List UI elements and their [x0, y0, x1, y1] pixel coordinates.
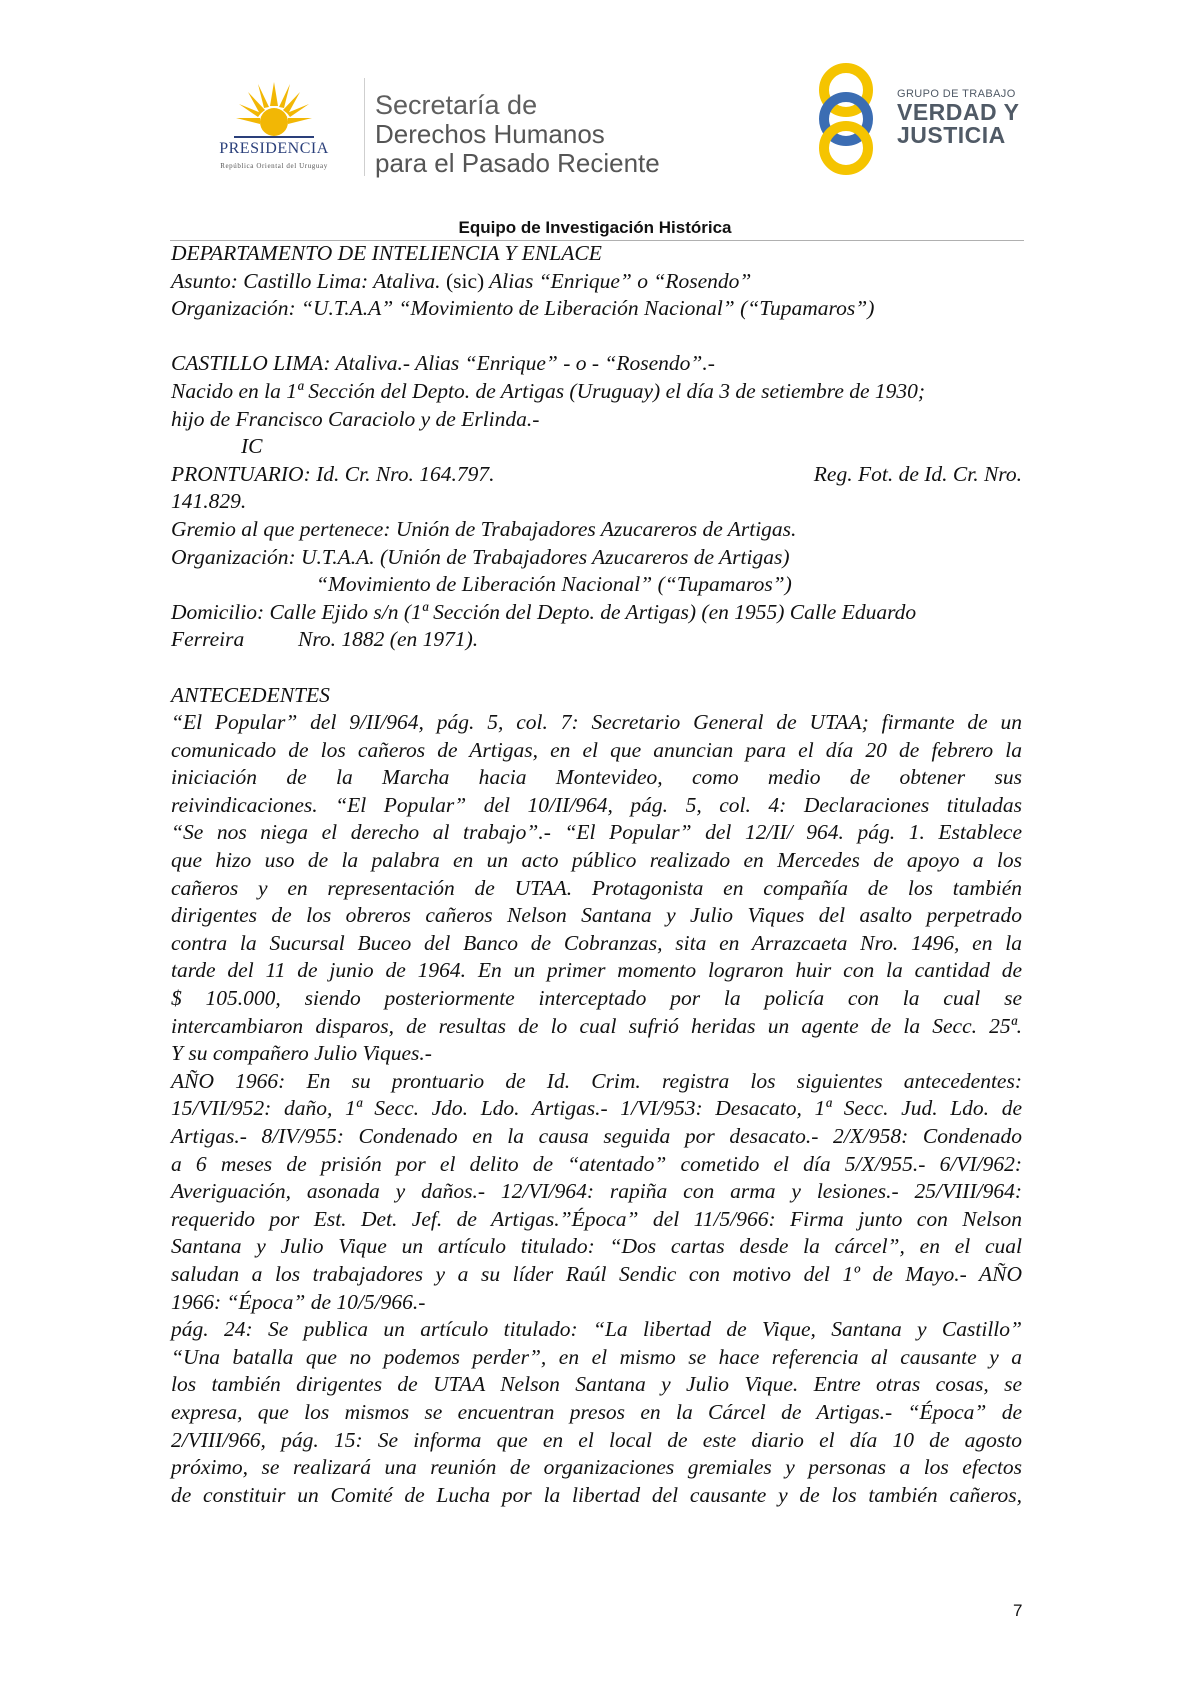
- paragraph-line: 1966: “Época” de 10/5/966.-: [171, 1289, 426, 1314]
- reg-fot: Reg. Fot. de Id. Cr. Nro.: [813, 461, 1022, 486]
- secretaria-line-1: Secretaría de: [375, 90, 538, 120]
- paragraph-line: “Una batalla que no podemos perder”, en el mismo se hace referencia al causante y a: [171, 1344, 1022, 1369]
- paragraph-line: Y su compañero Julio Viques.-: [171, 1041, 432, 1066]
- paragraph-line: “El Popular” del 9/II/964, pág. 5, col. 7: Secretario General de UTAA; firmante de un: [171, 710, 1022, 735]
- department-line: DEPARTAMENTO DE INTELIENCIA Y ENLACE: [171, 241, 602, 265]
- domicilio-line-2: Ferreira Nro. 1882 (en 1971).: [171, 627, 479, 652]
- blank-line: [171, 654, 1022, 682]
- secretaria-title: [375, 90, 660, 178]
- secretaria-line-2: Derechos Humanos: [375, 119, 605, 149]
- reg-number-line: 141.829.: [171, 489, 247, 514]
- mln-line: “Movimiento de Liberación Nacional” (“Tupamaros”): [316, 572, 792, 597]
- paragraph-line: cañeros y en representación de UTAA. Protagonista en compañía de los también: [171, 875, 1022, 900]
- asunto-alias: Alias “Enrique” o “Rosendo”: [489, 268, 752, 293]
- secretaria-line-3: para el Pasado Reciente: [375, 148, 660, 178]
- page-number: 7: [1013, 1601, 1023, 1620]
- domicilio-line: Domicilio: Calle Ejido s/n (1ª Sección del Depto. de Artigas) (en 1955) Calle Eduardo: [171, 599, 917, 624]
- paragraph-line: Averiguación, asonada y daños.- 12/VI/964: rapiña con arma y lesiones.- 25/VIII/964:: [171, 1179, 1022, 1204]
- paragraph-line: 15/VII/952: daño, 1ª Secc. Jdo. Ldo. Artigas.- 1/VI/953: Desacato, 1ª Secc. Jud. Ldo. de: [171, 1096, 1022, 1121]
- paragraph-line: pág. 24: Se publica un artículo titulado: “La libertad de Vique, Santana y Castillo”: [171, 1317, 1022, 1342]
- grupo-trabajo-small: GRUPO DE TRABAJO: [897, 88, 1016, 100]
- paragraph-line: “Se nos niega el derecho al trabajo”.- “El Popular” del 12/II/ 964. pág. 1. Establece: [171, 820, 1022, 845]
- name-line: CASTILLO LIMA: Ataliva.- Alias “Enrique” - o - “Rosendo”.-: [171, 351, 715, 376]
- paragraph-line: que hizo uso de la palabra en un acto público realizado en Mercedes de apoyo a los: [171, 848, 1022, 873]
- prontuario-id: PRONTUARIO: Id. Cr. Nro. 164.797.: [171, 461, 495, 486]
- paragraph-line: Santana y Julio Vique un artículo titulado: “Dos cartas desde la cárcel”, en el cual: [171, 1234, 1022, 1259]
- paragraph-line: a 6 meses de prisión por el delito de “atentado” cometido el día 5/X/955.- 6/VI/962:: [171, 1151, 1022, 1176]
- gremio-line: Gremio al que pertenece: Unión de Trabajadores Azucareros de Artigas.: [171, 516, 797, 541]
- paragraph-line: Artigas.- 8/IV/955: Condenado en la causa seguida por desacato.- 2/X/958: Condenado: [171, 1124, 1022, 1148]
- verdad-justicia-rings-icon: [818, 56, 908, 182]
- ic-line: IC: [241, 434, 263, 459]
- paragraph-line: comunicado de los cañeros de Artigas, en el que anuncian para el día 20 de febrero la: [171, 737, 1022, 762]
- presidencia-logo: [190, 78, 358, 178]
- paragraph-line: AÑO 1966: En su prontuario de Id. Crim. registra los siguientes antecedentes:: [171, 1068, 1022, 1093]
- paragraph-line: iniciación de la Marcha hacia Montevideo, como medio de obtener sus: [171, 765, 1022, 790]
- paragraph-line: reivindicaciones. “El Popular” del 10/II/964, pág. 5, col. 4: Declaraciones tituladas: [171, 792, 1022, 817]
- birth-line: Nacido en la 1ª Sección del Depto. de Artigas (Uruguay) el día 3 de setiembre de 1930;: [171, 378, 926, 403]
- grupo-trabajo-label: [897, 88, 1019, 147]
- paragraph-line: saludan a los trabajadores y a su líder Raúl Sendic con motivo del 1º de Mayo.- AÑO: [171, 1261, 1022, 1286]
- asunto-text: Asunto: Castillo Lima: Ataliva.: [171, 268, 441, 293]
- paragraph-line: $ 105.000, siendo posteriormente interceptado por la policía con la cual se: [171, 986, 1022, 1011]
- paragraph-line: contra la Sucursal Buceo del Banco de Cobranzas, sita en Arrazcaeta Nro. 1496, en la: [171, 930, 1022, 955]
- presidencia-label: PRESIDENCIA: [219, 140, 329, 157]
- paragraph-line: intercambiaron disparos, de resultas de lo cual sufrió heridas un agente de la Secc. 25ª.: [171, 1013, 1022, 1038]
- organizacion-line: Organización: “U.T.A.A” “Movimiento de Liberación Nacional” (“Tupamaros”): [171, 296, 875, 321]
- antecedentes-heading: ANTECEDENTES: [171, 682, 330, 707]
- paragraph-line: 2/VIII/966, pág. 15: Se informa que en el local de este diario el día 10 de agosto: [171, 1427, 1022, 1452]
- header-divider: [364, 78, 365, 176]
- paragraph-line: los también dirigentes de UTAA Nelson Santana y Julio Vique. Entre otras cosas, se: [171, 1372, 1022, 1397]
- document-body: [171, 240, 1022, 1509]
- parents-line: hijo de Francisco Caraciolo y de Erlinda.-: [171, 406, 540, 431]
- verdad-label: VERDAD Y: [897, 99, 1020, 125]
- paragraph-line: dirigentes de los obreros cañeros Nelson Santana y Julio Viques del asalto perpetrado: [171, 903, 1022, 928]
- paragraph-line: requerido por Est. Det. Jef. de Artigas.”Época” del 11/5/966: Firma junto con Nelson: [171, 1206, 1022, 1231]
- blank-line: [171, 323, 1022, 351]
- asunto-line: [171, 268, 1022, 296]
- justicia-label: JUSTICIA: [897, 122, 1006, 148]
- sic-mark: (sic): [445, 268, 485, 293]
- organizacion-detail-line: Organización: U.T.A.A. (Unión de Trabajadores Azucareros de Artigas): [171, 544, 790, 569]
- paragraph-line: de constituir un Comité de Lucha por la libertad del causante y de los también cañeros,: [171, 1482, 1022, 1507]
- paragraph-line: tarde del 11 de junio de 1964. En un primer momento lograron huir con la cantidad de: [171, 958, 1022, 983]
- prontuario-line: [171, 461, 1022, 489]
- paragraph-line: próximo, se realizará una reunión de organizaciones gremiales y personas a los efectos: [171, 1455, 1022, 1480]
- paragraph-line: expresa, que los mismos se encuentran presos en la Cárcel de Artigas.- “Época” de: [171, 1399, 1022, 1424]
- presidencia-subtitle: República Oriental del Uruguay: [220, 162, 328, 170]
- page-header-title: Equipo de Investigación Histórica: [458, 218, 732, 237]
